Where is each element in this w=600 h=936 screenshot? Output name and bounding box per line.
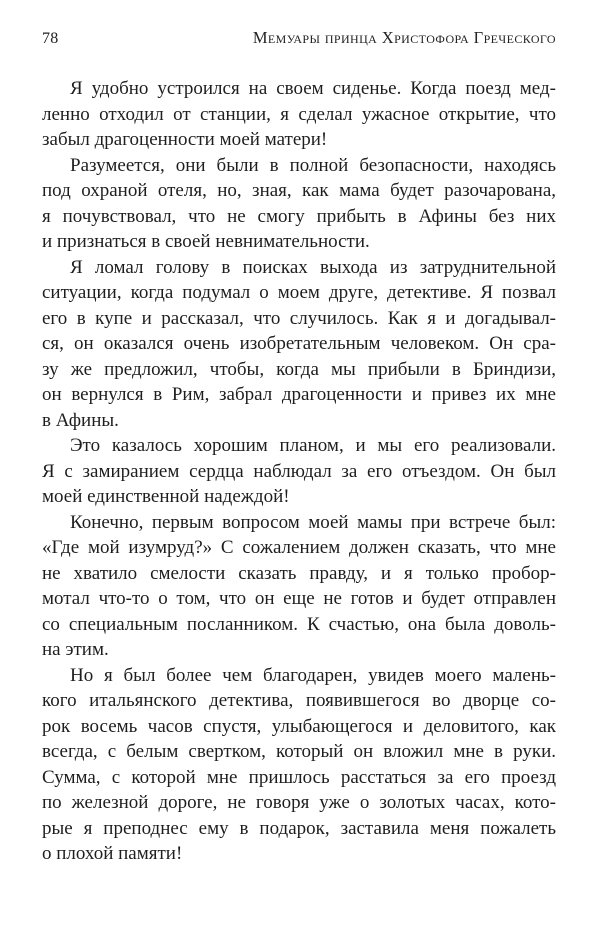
paragraph-first-line: Это казалось хорошим планом, и мы его реализовали. <box>70 435 556 456</box>
running-title: Мемуары принца Христофора Греческого <box>252 28 556 47</box>
paragraph-first-line: Конечно, первым вопросом моей мамы при встрече был: <box>70 511 556 533</box>
text-line: рок восемь часов спустя, улыбающегося и деловитого, как <box>42 715 556 737</box>
body-text <box>42 76 556 867</box>
text-line: мотал что-то о том, что он еще не готов и будет отправлен <box>42 588 556 609</box>
text-line: всегда, с белым свертком, который он вложил мне в руки. <box>42 741 556 762</box>
text-line: моей единственной надеждой! <box>42 486 290 507</box>
text-line: забыл драгоценности моей матери! <box>42 129 328 150</box>
text-line: в Афины. <box>42 409 119 431</box>
text-line: и признаться в своей невнимательности. <box>42 231 370 252</box>
text-line: Я с замиранием сердца наблюдал за его отъездом. Он был <box>42 460 556 482</box>
text-line: ся, он оказался очень изобретательным человеком. Он сра- <box>42 333 556 354</box>
text-line: на этим. <box>42 639 109 660</box>
paragraph-first-line: Я удобно устроился на своем сиденье. Когда поезд мед- <box>70 78 556 99</box>
text-line: его в купе и рассказал, что случилось. Как я и догадывал- <box>42 307 556 329</box>
page-number: 78 <box>42 30 59 47</box>
text-line: ситуации, когда подумал о моем друге, детективе. Я позвал <box>42 282 556 303</box>
text-line: Сумма, с которой мне пришлось расстаться за его проезд <box>42 766 556 788</box>
text-line: я почувствовал, что не смогу прибыть в Афины без них <box>42 205 556 227</box>
text-line: кого итальянского детектива, появившегося во дворце со- <box>42 690 556 711</box>
page-header <box>42 28 556 52</box>
text-line: «Где мой изумруд?» С сожалением должен сказать, что мне <box>42 537 556 558</box>
paragraph-first-line: Я ломал голову в поисках выхода из затруднительной <box>70 256 556 278</box>
text-line: по железной дороге, не говоря уже о золотых часах, кото- <box>42 792 556 813</box>
text-line: о плохой памяти! <box>42 843 183 864</box>
paragraph-first-line: Но я был более чем благодарен, увидев моего малень- <box>70 664 556 686</box>
paragraph-first-line: Разумеется, они были в полной безопасности, находясь <box>70 154 556 176</box>
text-line: он вернулся в Рим, забрал драгоценности и привез их мне <box>42 384 556 405</box>
text-line: рые я преподнес ему в подарок, заставила меня пожалеть <box>42 817 556 839</box>
text-line: под охраной отеля, но, зная, как мама будет разочарована, <box>42 180 556 201</box>
text-line: ленно отходил от станции, я сделал ужасное открытие, что <box>42 103 556 125</box>
text-line: зу же предложил, чтобы, когда мы прибыли в Бриндизи, <box>42 358 556 380</box>
text-line: не хватило смелости сказать правду, и я только пробор- <box>42 562 556 584</box>
text-line: со специальным посланником. К счастью, она была доволь- <box>42 613 556 635</box>
